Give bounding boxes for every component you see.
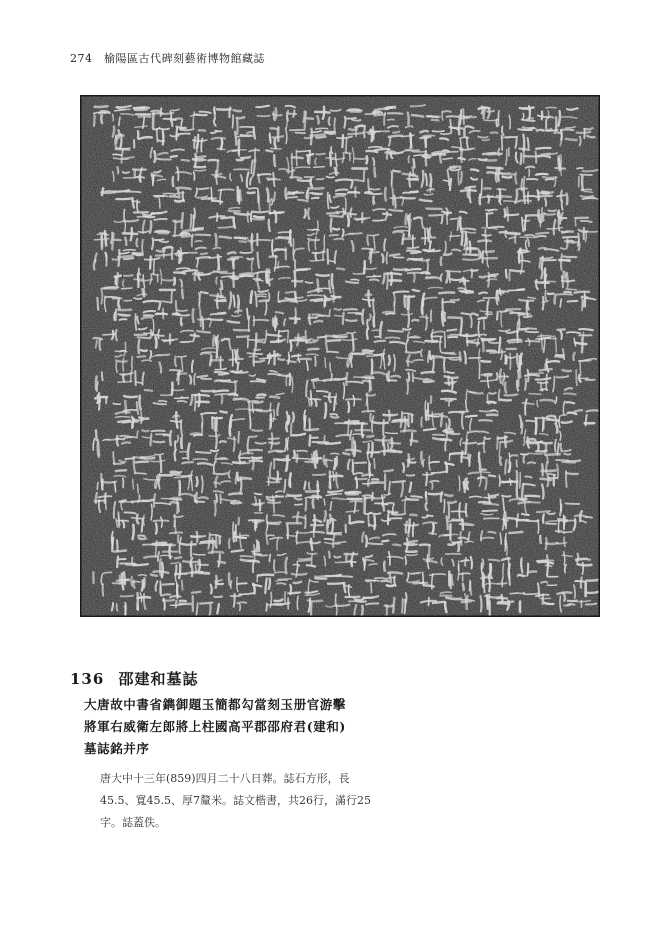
epitaph-full-title: [84, 694, 584, 760]
book-title: 榆陽區古代碑刻藝術博物館藏誌: [104, 52, 265, 65]
entry-short-title: 邵建和墓誌: [118, 670, 199, 688]
description-line: 字。誌蓋佚。: [100, 816, 166, 829]
epitaph-rubbing-image: [80, 95, 600, 617]
full-title-line: 大唐故中書省鐫御題玉簡都勾當刻玉册官游擊: [84, 697, 347, 712]
description-line: 唐大中十三年(859)四月二十八日葬。誌石方形，長: [100, 772, 350, 785]
full-title-line: 墓誌銘并序: [84, 741, 150, 756]
page-number: 274: [70, 52, 93, 65]
epitaph-description: [100, 768, 400, 834]
running-head: [70, 50, 265, 66]
full-title-line: 將軍右威衛左郎將上柱國高平郡邵府君(建和): [84, 719, 346, 734]
entry-heading: [70, 668, 199, 689]
description-line: 45.5、寬45.5、厚7釐米。誌文楷書，共26行，滿行25: [100, 794, 371, 807]
rubbing-texture: [80, 95, 600, 617]
entry-number: 136: [70, 670, 105, 688]
